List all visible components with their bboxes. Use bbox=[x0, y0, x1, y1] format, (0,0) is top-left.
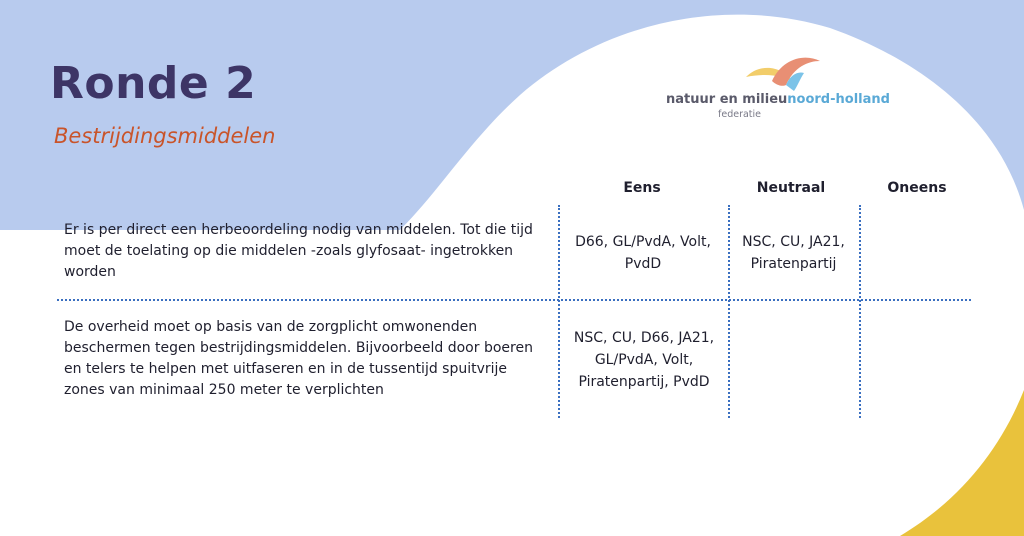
page-subtitle: Bestrijdingsmiddelen bbox=[54, 124, 276, 148]
logo-text bbox=[666, 92, 890, 107]
column-header-neutraal: Neutraal bbox=[756, 180, 826, 196]
statement-2: De overheid moet op basis van de zorgplicht omwonenden beschermen tegen bestrijdingsmiddelen. Bijvoorbeeld door boeren en telers te helpen met uitfaseren en in de tussentijd spuitvrije zones van minimaal 250 meter te verplichten bbox=[64, 319, 533, 398]
logo-text-region: noord-holland bbox=[787, 92, 890, 107]
row-divider bbox=[57, 299, 971, 301]
yellow-corner-shape bbox=[900, 390, 1024, 536]
column-header-oneens: Oneens bbox=[887, 180, 947, 196]
column-divider bbox=[728, 205, 730, 418]
statement-1: Er is per direct een herbeoordeling nodig van middelen. Tot die tijd moet de toelating op die middelen -zoals glyfosaat- ingetrokken worden bbox=[64, 222, 533, 280]
row1-neutraal-parties: NSC, CU, JA21, Piratenpartij bbox=[742, 234, 845, 272]
column-header-eens: Eens bbox=[623, 180, 661, 196]
column-divider bbox=[859, 205, 861, 418]
logo-subtext: federatie bbox=[718, 109, 762, 120]
row1-eens-parties: D66, GL/PvdA, Volt, PvdD bbox=[575, 234, 711, 272]
page-title: Ronde 2 bbox=[50, 58, 257, 109]
row2-eens-parties: NSC, CU, D66, JA21, GL/PvdA, Volt, Piratenpartij, PvdD bbox=[573, 330, 715, 390]
logo bbox=[662, 55, 902, 125]
bird-logo-icon bbox=[742, 55, 822, 97]
column-divider bbox=[558, 205, 560, 418]
logo-text-main: natuur en milieu bbox=[666, 92, 788, 107]
